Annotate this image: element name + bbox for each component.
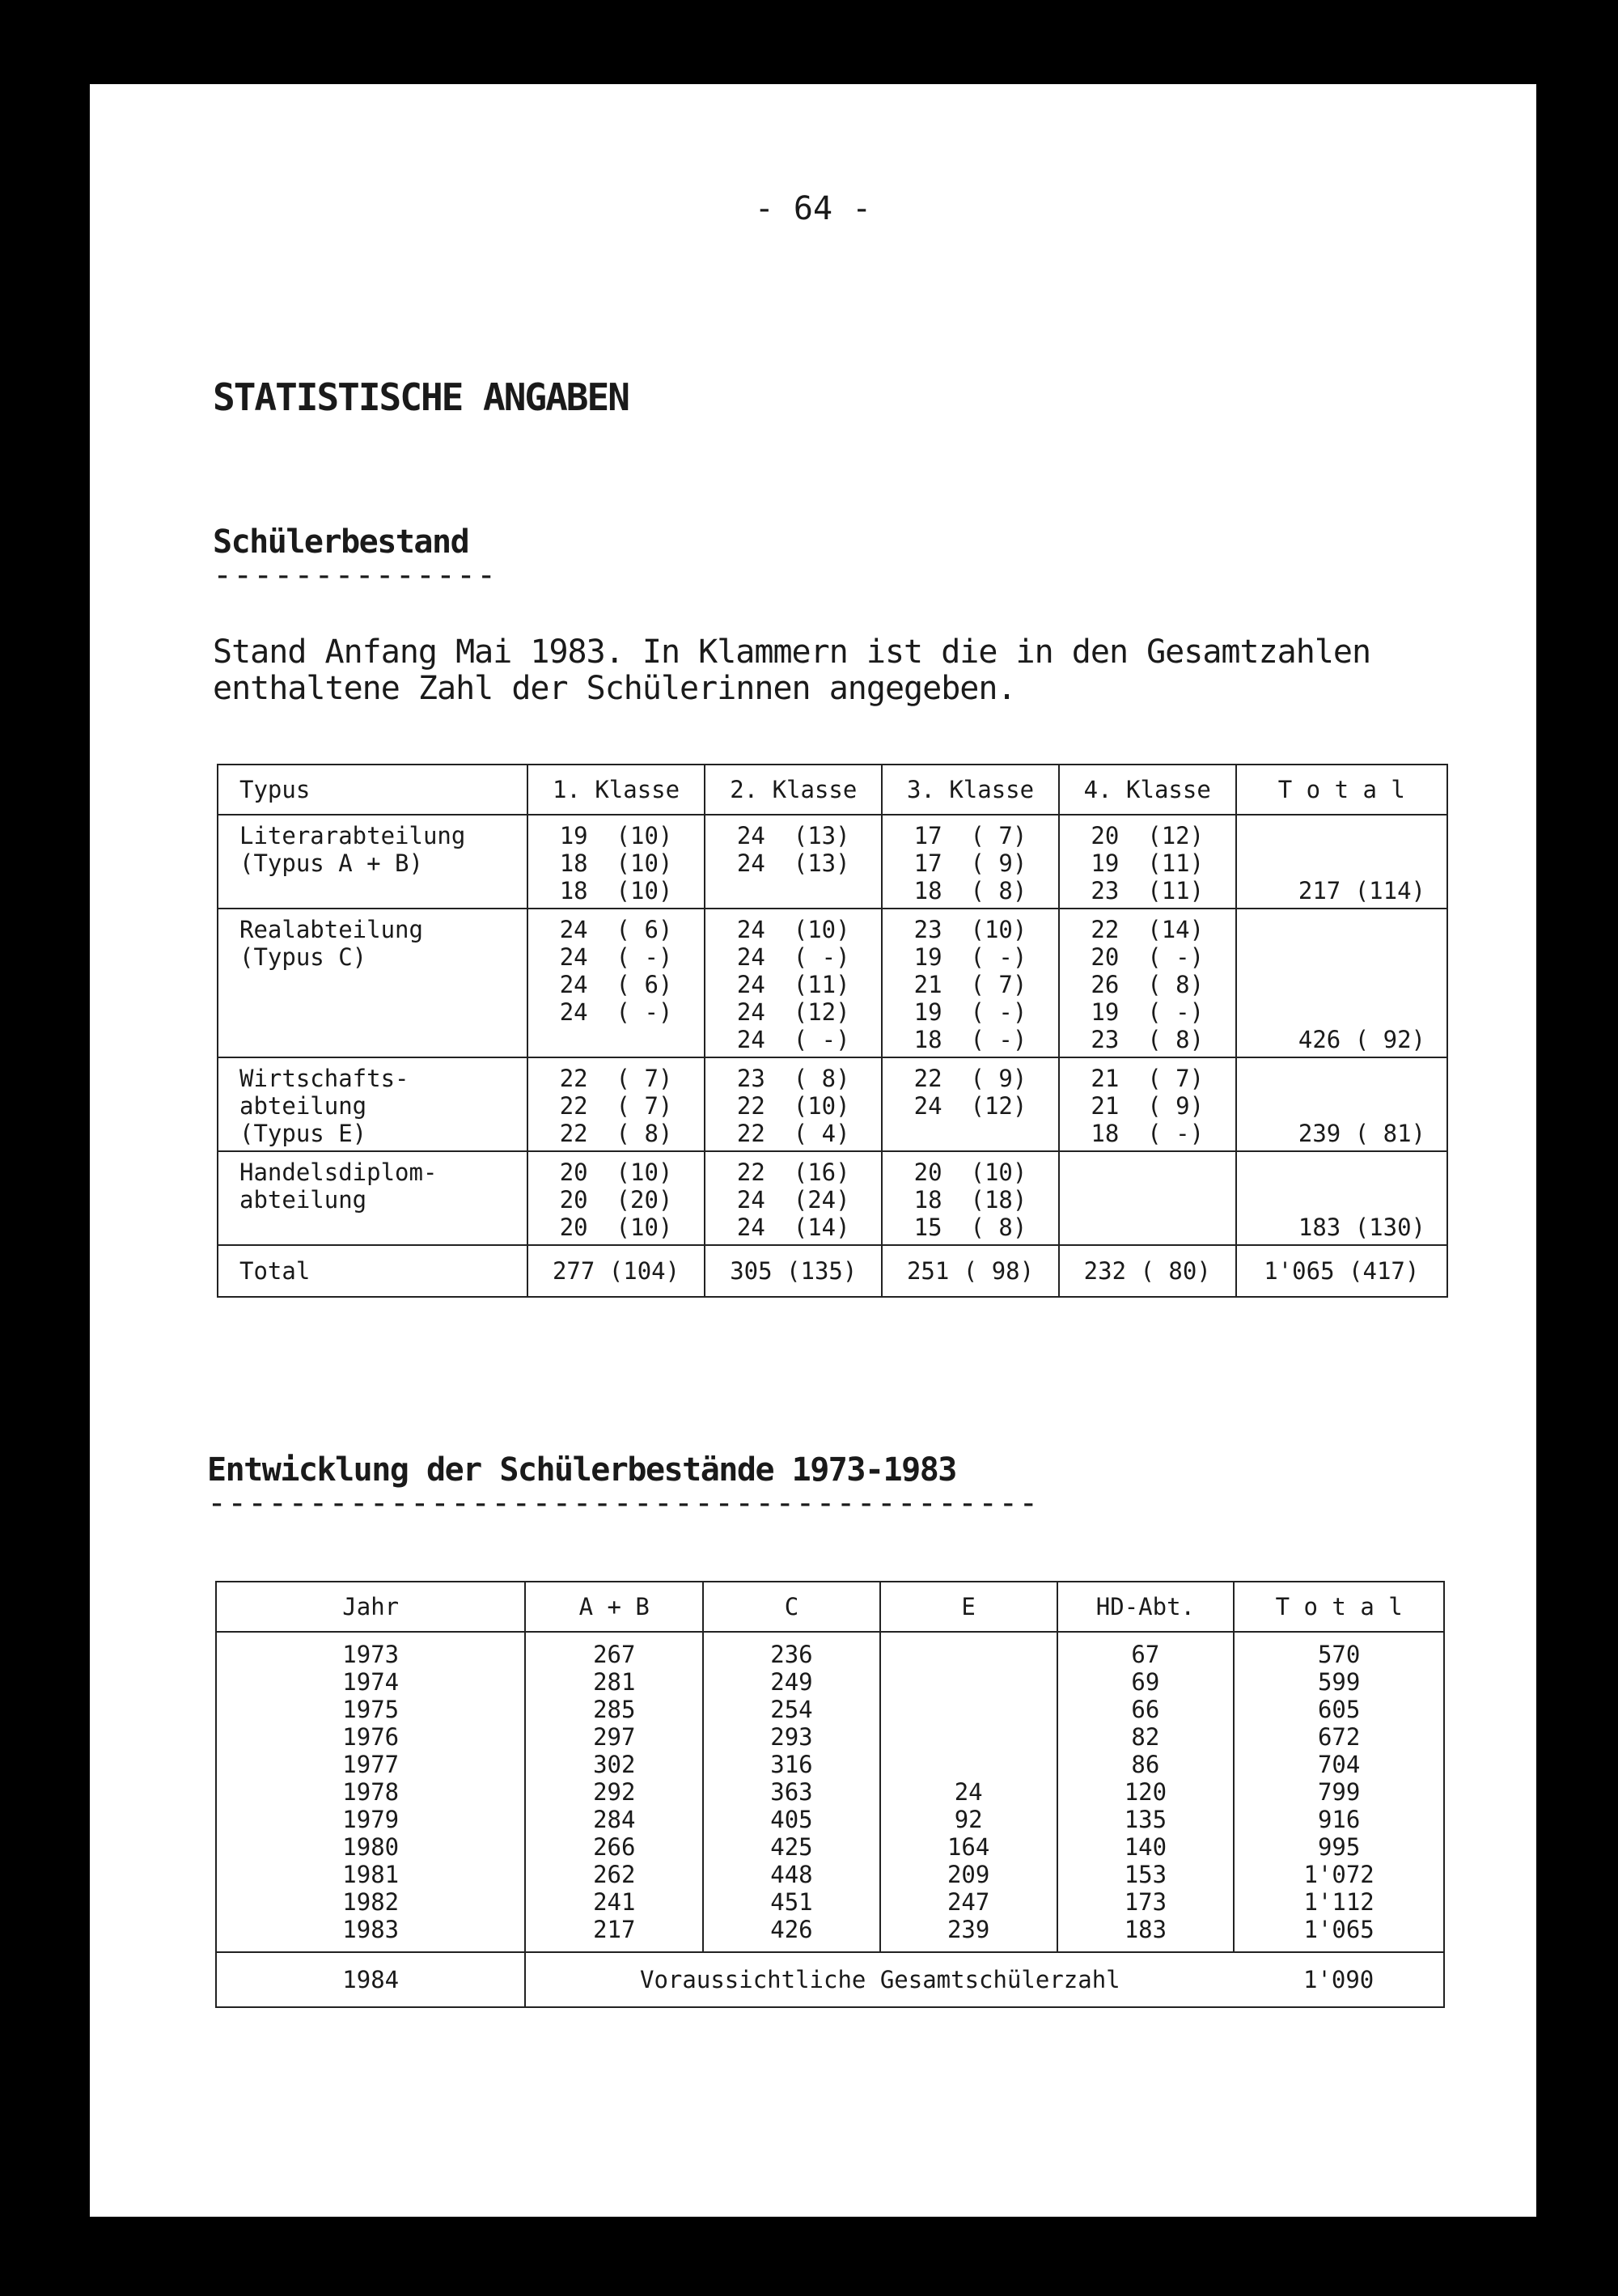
column-header: T o t a l [1236,765,1447,815]
forecast-row [216,1952,1444,2007]
table-cell: 86 [1131,1751,1160,1778]
table-row [218,909,1447,1057]
table-cell: 995 [1317,1833,1361,1861]
table-cell: 67 [1131,1641,1160,1668]
table-cell: 1976 [342,1723,400,1751]
cell-line: (Typus A + B) [239,849,423,877]
class-cell [705,1057,882,1151]
table-cell: 1983 [342,1916,400,1943]
table-cell: 247 [947,1888,990,1916]
cell-line: 19 ( -) [913,943,1027,971]
forecast-text: Voraussichtliche Gesamtschülerzahl [525,1952,1234,2007]
table-cell: 241 [593,1888,636,1916]
e-column [880,1632,1057,1952]
table-cell: 82 [1131,1723,1160,1751]
row-label [218,1151,527,1245]
cell-line: 22 (16) [736,1159,850,1186]
column-header: 3. Klasse [882,765,1059,815]
table-cell: 704 [1317,1751,1361,1778]
forecast-year: 1984 [216,1952,525,2007]
cell-line: 19 ( -) [1091,998,1205,1026]
table-cell [892,1723,1045,1751]
cell-line: Handelsdiplom- [239,1159,438,1186]
cell-line: abteilung [239,1186,367,1214]
table-cell: 1980 [342,1833,400,1861]
table-cell: 209 [947,1861,990,1888]
row-label [218,1057,527,1151]
total-row-cell: 277 (104) [527,1245,705,1297]
table-cell: 426 [770,1916,813,1943]
years-column [216,1632,525,1952]
class-cell [882,909,1059,1057]
table-cell [892,1751,1045,1778]
table-cell: 183 [1124,1916,1167,1943]
table-cell: 66 [1131,1696,1160,1723]
cell-line: 24 ( -) [559,998,673,1026]
cell-line: 17 ( 7) [913,822,1027,849]
cell-line: 22 ( 4) [736,1120,850,1147]
cell-line: 18 (10) [559,877,673,904]
class-cell [882,1057,1059,1151]
cell-line: 20 (20) [559,1186,673,1214]
cell-line: 23 (10) [913,916,1027,943]
table-cell: 1979 [342,1806,400,1833]
table-cell: 254 [770,1696,813,1723]
table-cell: 135 [1124,1806,1167,1833]
class-cell [1059,1151,1236,1245]
total-row [218,1245,1447,1297]
total-column [1234,1632,1444,1952]
section-heading-entwicklung [207,1451,1040,1522]
table-cell: 405 [770,1806,813,1833]
table-cell: 425 [770,1833,813,1861]
cell-line: 24 (24) [736,1186,850,1214]
section-heading-schuelerbestand [213,523,498,594]
table-cell: 1'072 [1303,1861,1374,1888]
table-cell: 316 [770,1751,813,1778]
table-header-row [218,765,1447,815]
section-heading-text: Schülerbestand [213,523,469,561]
table-cell: 262 [593,1861,636,1888]
table-cell: 363 [770,1778,813,1806]
cell-line: (Typus C) [239,943,367,971]
table-cell: 284 [593,1806,636,1833]
table-cell: 599 [1317,1668,1361,1696]
table-cell: 1'112 [1303,1888,1374,1916]
class-cell [1059,815,1236,909]
cell-line: 24 (11) [736,971,850,998]
table-cell: 297 [593,1723,636,1751]
cell-line: (Typus E) [239,1120,367,1147]
cell-line: 22 (14) [1091,916,1205,943]
table-row [218,815,1447,909]
cell-line: 20 (10) [559,1159,673,1186]
table-cell: 239 [947,1916,990,1943]
class-cell [1059,909,1236,1057]
cell-line: 22 ( 9) [913,1065,1027,1092]
table-cell: 1975 [342,1696,400,1723]
column-header: 4. Klasse [1059,765,1236,815]
cell-line: 18 ( -) [913,1026,1027,1053]
table-cell: 293 [770,1723,813,1751]
table-cell: 1973 [342,1641,400,1668]
table-cell: 140 [1124,1833,1167,1861]
cell-line: 22 ( 8) [559,1120,673,1147]
column-header: 2. Klasse [705,765,882,815]
column-header: Jahr [216,1582,525,1632]
table-cell: 1978 [342,1778,400,1806]
table-cell: 164 [947,1833,990,1861]
cell-line: 20 (10) [913,1159,1027,1186]
table-row [218,1151,1447,1245]
intro-paragraph [213,634,1370,707]
cell-line: 19 (11) [1091,849,1205,877]
column-header: T o t a l [1234,1582,1444,1632]
cell-line: 19 (10) [559,822,673,849]
cell-line: 18 ( 8) [913,877,1027,904]
column-header: HD-Abt. [1057,1582,1235,1632]
table-cell: 266 [593,1833,636,1861]
cell-line: 22 (10) [736,1092,850,1120]
table-cell: 249 [770,1668,813,1696]
ab-column [525,1632,703,1952]
cell-line: 20 ( -) [1091,943,1205,971]
cell-line: 21 ( 7) [1091,1065,1205,1092]
class-cell [527,1057,705,1151]
page-number: - 64 - [754,190,872,227]
heading-underline: ----------------------------------------- [207,1485,1040,1522]
total-row-label: Total [218,1245,527,1297]
table-cell: 92 [954,1806,983,1833]
table-row [216,1632,1444,1952]
table-cell: 570 [1317,1641,1361,1668]
table-cell: 1'065 [1303,1916,1374,1943]
cell-line: 24 ( 6) [559,916,673,943]
class-cell [527,815,705,909]
cell-line: 24 (12) [736,998,850,1026]
table-cell: 24 [954,1778,983,1806]
table-cell: 153 [1124,1861,1167,1888]
row-label [218,815,527,909]
class-cell [882,1151,1059,1245]
cell-line: Literarabteilung [239,822,466,849]
schuelerbestand-table [217,764,1448,1298]
document-page [90,84,1536,2217]
cell-line: 20 (10) [559,1214,673,1241]
cell-line: 18 ( -) [1091,1120,1205,1147]
total-cell: 217 (114) [1236,815,1447,909]
class-cell [527,909,705,1057]
total-cell: 183 (130) [1236,1151,1447,1245]
table-cell: 69 [1131,1668,1160,1696]
class-cell [527,1151,705,1245]
table-cell: 1982 [342,1888,400,1916]
table-row [218,1057,1447,1151]
total-cell: 426 ( 92) [1236,909,1447,1057]
cell-line: 26 ( 8) [1091,971,1205,998]
cell-line: 24 (10) [736,916,850,943]
table-cell: 267 [593,1641,636,1668]
column-header: E [880,1582,1057,1632]
section-heading-text: Entwicklung der Schülerbestände 1973-1983 [207,1451,956,1489]
column-header: Typus [218,765,527,815]
class-cell [705,1151,882,1245]
cell-line: 23 ( 8) [1091,1026,1205,1053]
cell-line: 24 (14) [736,1214,850,1241]
total-row-cell: 305 (135) [705,1245,882,1297]
cell-line: 18 (18) [913,1186,1027,1214]
table-cell: 916 [1317,1806,1361,1833]
table-cell: 451 [770,1888,813,1916]
table-cell: 1974 [342,1668,400,1696]
table-cell: 285 [593,1696,636,1723]
table-cell: 281 [593,1668,636,1696]
table-cell: 448 [770,1861,813,1888]
total-cell: 239 ( 81) [1236,1057,1447,1151]
cell-line: 24 ( 6) [559,971,673,998]
table-cell: 217 [593,1916,636,1943]
cell-line: 17 ( 9) [913,849,1027,877]
cell-line: 23 ( 8) [736,1065,850,1092]
table-cell: 120 [1124,1778,1167,1806]
cell-line: 24 (13) [736,822,850,849]
cell-line: 21 ( 9) [1091,1092,1205,1120]
hd-column [1057,1632,1235,1952]
cell-line: 15 ( 8) [913,1214,1027,1241]
cell-line: 23 (11) [1091,877,1205,904]
table-cell: 236 [770,1641,813,1668]
column-header: A + B [525,1582,703,1632]
column-header: C [703,1582,880,1632]
total-row-cell: 232 ( 80) [1059,1245,1236,1297]
cell-line: 24 ( -) [736,1026,850,1053]
class-cell [882,815,1059,909]
cell-line: Wirtschafts- [239,1065,409,1092]
table-cell [892,1696,1045,1723]
class-cell [705,815,882,909]
class-cell [1059,1057,1236,1151]
cell-line: 21 ( 7) [913,971,1027,998]
total-row-cell: 1'065 (417) [1236,1245,1447,1297]
table-cell [892,1641,1045,1668]
intro-line: enthaltene Zahl der Schülerinnen angegeben. [213,670,1016,707]
cell-line: 24 ( -) [736,943,850,971]
cell-line: 24 (13) [736,849,850,877]
cell-line: 18 (10) [559,849,673,877]
table-cell: 173 [1124,1888,1167,1916]
cell-line: 22 ( 7) [559,1092,673,1120]
intro-line: Stand Anfang Mai 1983. In Klammern ist die in den Gesamtzahlen [213,633,1371,671]
class-cell [705,909,882,1057]
table-cell: 799 [1317,1778,1361,1806]
cell-line: Realabteilung [239,916,423,943]
table-header-row [216,1582,1444,1632]
cell-line: abteilung [239,1092,367,1120]
table-cell: 605 [1317,1696,1361,1723]
cell-line: 24 (12) [913,1092,1027,1120]
cell-line: 24 ( -) [559,943,673,971]
cell-line: 19 ( -) [913,998,1027,1026]
table-cell: 292 [593,1778,636,1806]
forecast-total: 1'090 [1234,1952,1444,2007]
cell-line: 22 ( 7) [559,1065,673,1092]
total-row-cell: 251 ( 98) [882,1245,1059,1297]
column-header: 1. Klasse [527,765,705,815]
cell-line: 20 (12) [1091,822,1205,849]
entwicklung-table [215,1581,1445,2008]
table-cell: 1977 [342,1751,400,1778]
table-cell [892,1668,1045,1696]
table-cell: 672 [1317,1723,1361,1751]
row-label [218,909,527,1057]
heading-underline: -------------- [213,557,498,594]
table-cell: 302 [593,1751,636,1778]
table-cell: 1981 [342,1861,400,1888]
c-column [703,1632,880,1952]
page-title: STATISTISCHE ANGABEN [213,375,629,419]
